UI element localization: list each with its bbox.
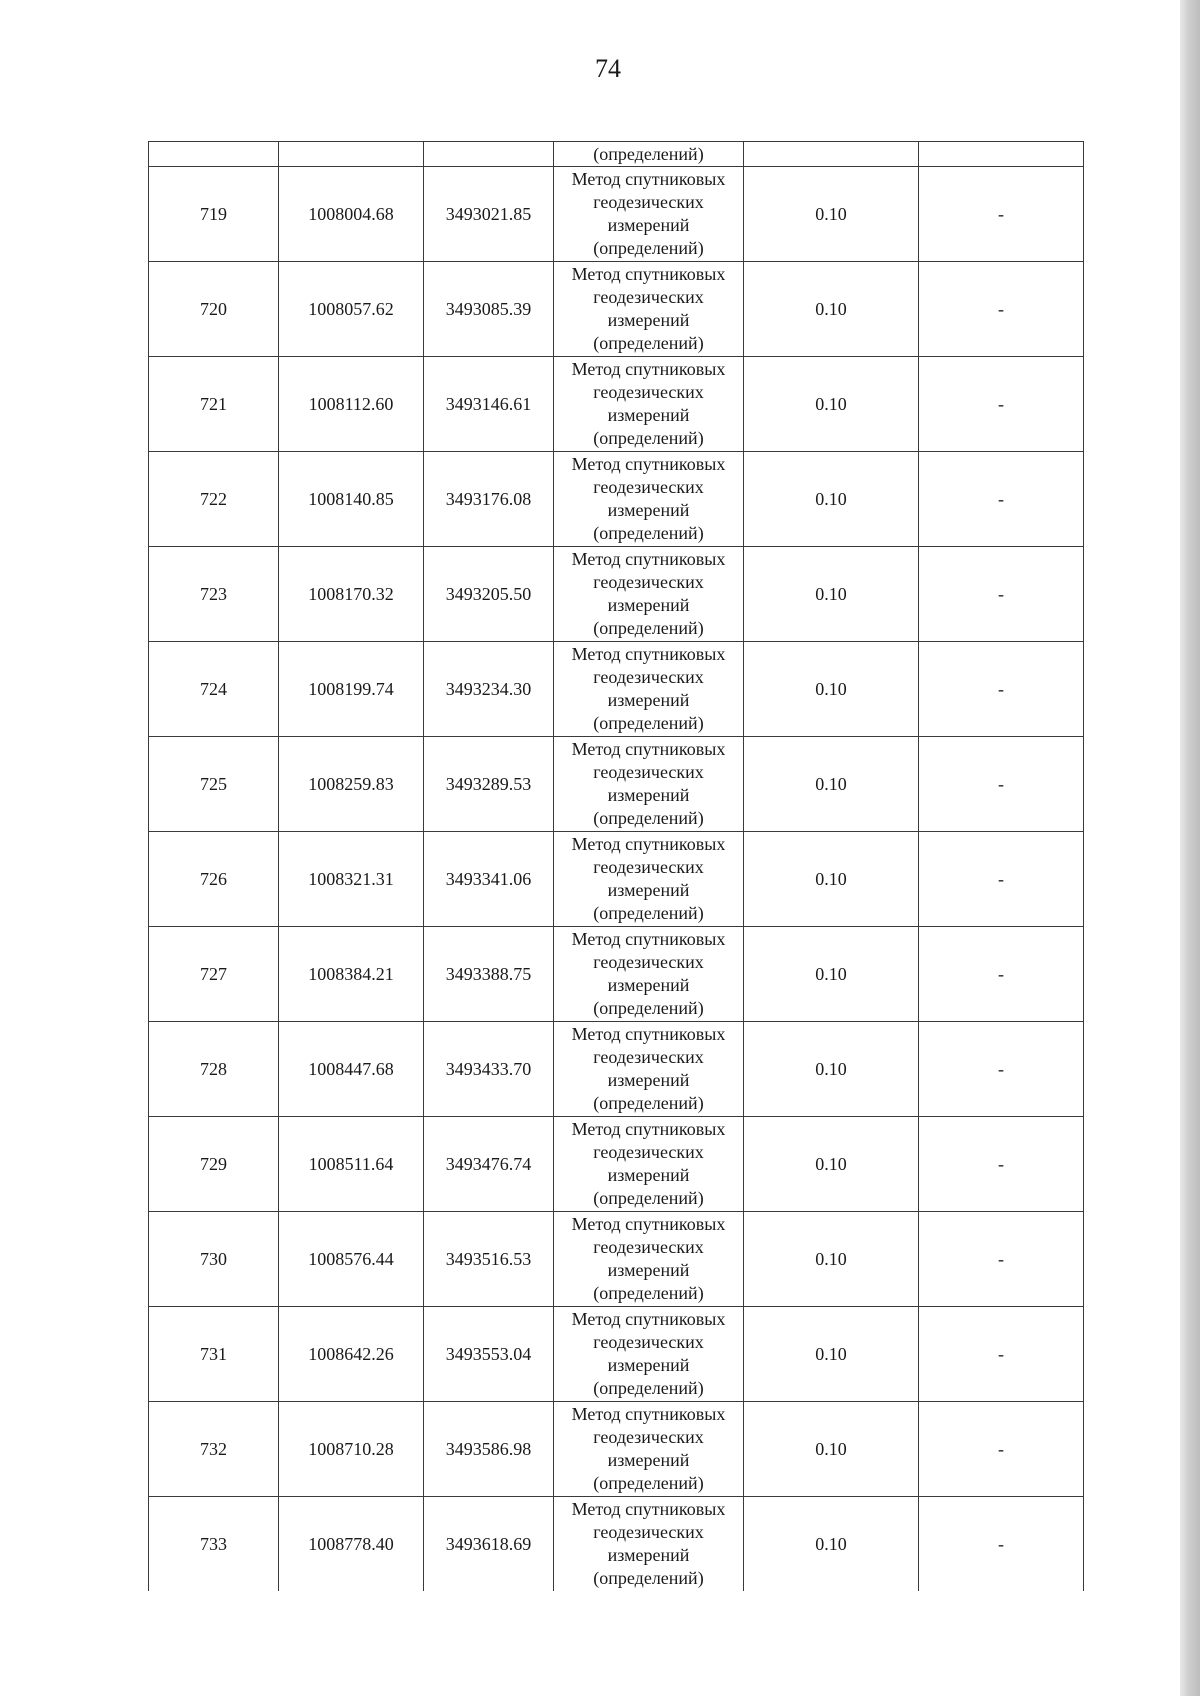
cell-x-coordinate: 1008778.40 (279, 1497, 424, 1592)
table-row (149, 832, 1084, 927)
method-line: измерений (607, 975, 690, 995)
table-row (149, 1307, 1084, 1402)
cell-x-coordinate: 1008511.64 (279, 1117, 424, 1212)
method-line: геодезических (593, 1427, 704, 1447)
cell-accuracy: 0.10 (744, 1022, 919, 1117)
cell-y-coordinate: 3493146.61 (424, 357, 554, 452)
coordinates-table (148, 141, 1084, 1591)
cell-accuracy: 0.10 (744, 642, 919, 737)
method-line: Метод спутниковых (571, 549, 726, 569)
method-line: измерений (607, 215, 690, 235)
method-line: (определений) (593, 903, 704, 923)
cell-method (554, 832, 744, 927)
method-line: (определений) (593, 1283, 704, 1303)
method-line: геодезических (593, 1332, 704, 1352)
cell-method (554, 1307, 744, 1402)
cell-point-number: 720 (149, 262, 279, 357)
cell-note: - (919, 167, 1084, 262)
table-row (149, 1402, 1084, 1497)
cell-method (554, 1022, 744, 1117)
cell-method (554, 547, 744, 642)
continuation-cell-y (424, 142, 554, 167)
method-line: геодезических (593, 1142, 704, 1162)
cell-x-coordinate: 1008576.44 (279, 1212, 424, 1307)
cell-x-coordinate: 1008710.28 (279, 1402, 424, 1497)
method-line: (определений) (593, 713, 704, 733)
cell-note: - (919, 547, 1084, 642)
cell-point-number: 728 (149, 1022, 279, 1117)
method-line: геодезических (593, 667, 704, 687)
cell-method (554, 357, 744, 452)
cell-method (554, 1402, 744, 1497)
table-row (149, 1022, 1084, 1117)
method-line: (определений) (593, 1568, 704, 1588)
continuation-cell-note (919, 142, 1084, 167)
method-line: (определений) (593, 238, 704, 258)
cell-x-coordinate: 1008199.74 (279, 642, 424, 737)
cell-note: - (919, 1117, 1084, 1212)
cell-point-number: 721 (149, 357, 279, 452)
continuation-cell-point (149, 142, 279, 167)
cell-accuracy: 0.10 (744, 1212, 919, 1307)
cell-method (554, 1212, 744, 1307)
cell-method (554, 1117, 744, 1212)
cell-note: - (919, 262, 1084, 357)
method-line: измерений (607, 1545, 690, 1565)
cell-x-coordinate: 1008140.85 (279, 452, 424, 547)
method-line: (определений) (593, 428, 704, 448)
method-line: (определений) (593, 1378, 704, 1398)
cell-method (554, 452, 744, 547)
continuation-cell-x (279, 142, 424, 167)
cell-y-coordinate: 3493085.39 (424, 262, 554, 357)
table-row (149, 642, 1084, 737)
method-line: Метод спутниковых (571, 1024, 726, 1044)
method-line: измерений (607, 1450, 690, 1470)
table-row (149, 737, 1084, 832)
method-line: геодезических (593, 1047, 704, 1067)
cell-point-number: 726 (149, 832, 279, 927)
cell-accuracy: 0.10 (744, 737, 919, 832)
method-line: Метод спутниковых (571, 644, 726, 664)
cell-accuracy: 0.10 (744, 1117, 919, 1212)
method-line: (определений) (593, 808, 704, 828)
cell-y-coordinate: 3493176.08 (424, 452, 554, 547)
table-row (149, 927, 1084, 1022)
cell-method (554, 167, 744, 262)
method-line: (определений) (593, 1188, 704, 1208)
continuation-cell-accuracy (744, 142, 919, 167)
cell-y-coordinate: 3493476.74 (424, 1117, 554, 1212)
table-row (149, 262, 1084, 357)
table-row (149, 1117, 1084, 1212)
cell-x-coordinate: 1008259.83 (279, 737, 424, 832)
method-line: измерений (607, 1070, 690, 1090)
cell-note: - (919, 452, 1084, 547)
method-line: Метод спутниковых (571, 834, 726, 854)
cell-point-number: 729 (149, 1117, 279, 1212)
cell-note: - (919, 357, 1084, 452)
cell-point-number: 732 (149, 1402, 279, 1497)
cell-x-coordinate: 1008057.62 (279, 262, 424, 357)
method-line: (определений) (593, 618, 704, 638)
continuation-cell-method: (определений) (554, 142, 744, 167)
method-line: Метод спутниковых (571, 1404, 726, 1424)
cell-accuracy: 0.10 (744, 1497, 919, 1592)
method-line: измерений (607, 1355, 690, 1375)
table-body (149, 142, 1084, 1592)
method-line: Метод спутниковых (571, 1499, 726, 1519)
method-line: Метод спутниковых (571, 1214, 726, 1234)
cell-method (554, 927, 744, 1022)
method-line: Метод спутниковых (571, 1119, 726, 1139)
cell-point-number: 725 (149, 737, 279, 832)
cell-accuracy: 0.10 (744, 262, 919, 357)
cell-accuracy: 0.10 (744, 832, 919, 927)
method-line: геодезических (593, 192, 704, 212)
continuation-row (149, 142, 1084, 167)
scan-edge-shadow (1180, 0, 1200, 1696)
cell-method (554, 1497, 744, 1592)
method-line: измерений (607, 405, 690, 425)
method-line: геодезических (593, 762, 704, 782)
cell-accuracy: 0.10 (744, 452, 919, 547)
cell-method (554, 262, 744, 357)
cell-y-coordinate: 3493586.98 (424, 1402, 554, 1497)
cell-point-number: 722 (149, 452, 279, 547)
cell-y-coordinate: 3493388.75 (424, 927, 554, 1022)
cell-y-coordinate: 3493618.69 (424, 1497, 554, 1592)
cell-point-number: 733 (149, 1497, 279, 1592)
method-line: геодезических (593, 1237, 704, 1257)
method-line: Метод спутниковых (571, 1309, 726, 1329)
method-line: (определений) (593, 1473, 704, 1493)
method-line: Метод спутниковых (571, 739, 726, 759)
cell-y-coordinate: 3493553.04 (424, 1307, 554, 1402)
table-row (149, 357, 1084, 452)
method-line: геодезических (593, 477, 704, 497)
cell-accuracy: 0.10 (744, 167, 919, 262)
cell-x-coordinate: 1008170.32 (279, 547, 424, 642)
table-row (149, 547, 1084, 642)
method-line: (определений) (593, 333, 704, 353)
cell-note: - (919, 1307, 1084, 1402)
cell-x-coordinate: 1008384.21 (279, 927, 424, 1022)
cell-y-coordinate: 3493341.06 (424, 832, 554, 927)
cell-point-number: 719 (149, 167, 279, 262)
cell-y-coordinate: 3493289.53 (424, 737, 554, 832)
cell-y-coordinate: 3493516.53 (424, 1212, 554, 1307)
method-line: измерений (607, 880, 690, 900)
cell-accuracy: 0.10 (744, 1307, 919, 1402)
cell-accuracy: 0.10 (744, 357, 919, 452)
method-line: Метод спутниковых (571, 454, 726, 474)
cell-x-coordinate: 1008112.60 (279, 357, 424, 452)
method-line: измерений (607, 785, 690, 805)
cell-point-number: 727 (149, 927, 279, 1022)
method-line: Метод спутниковых (571, 169, 726, 189)
cell-accuracy: 0.10 (744, 927, 919, 1022)
method-line: Метод спутниковых (571, 359, 726, 379)
method-line: измерений (607, 690, 690, 710)
method-line: геодезических (593, 857, 704, 877)
cell-x-coordinate: 1008447.68 (279, 1022, 424, 1117)
method-line: геодезических (593, 1522, 704, 1542)
cell-y-coordinate: 3493433.70 (424, 1022, 554, 1117)
page-number: 74 (595, 54, 621, 83)
cell-point-number: 724 (149, 642, 279, 737)
method-line: (определений) (593, 998, 704, 1018)
method-line: измерений (607, 500, 690, 520)
cell-note: - (919, 1022, 1084, 1117)
cell-note: - (919, 737, 1084, 832)
method-line: Метод спутниковых (571, 929, 726, 949)
method-line: (определений) (593, 523, 704, 543)
cell-x-coordinate: 1008642.26 (279, 1307, 424, 1402)
method-line: измерений (607, 1260, 690, 1280)
cell-point-number: 723 (149, 547, 279, 642)
table-row (149, 1212, 1084, 1307)
cell-x-coordinate: 1008004.68 (279, 167, 424, 262)
method-line: геодезических (593, 572, 704, 592)
cell-y-coordinate: 3493234.30 (424, 642, 554, 737)
method-line: измерений (607, 310, 690, 330)
cell-x-coordinate: 1008321.31 (279, 832, 424, 927)
method-line: (определений) (593, 1093, 704, 1113)
cell-y-coordinate: 3493021.85 (424, 167, 554, 262)
cell-note: - (919, 1497, 1084, 1592)
cell-method (554, 642, 744, 737)
table-row (149, 452, 1084, 547)
method-line: геодезических (593, 952, 704, 972)
cell-note: - (919, 832, 1084, 927)
cell-note: - (919, 1402, 1084, 1497)
method-line: Метод спутниковых (571, 264, 726, 284)
cell-note: - (919, 1212, 1084, 1307)
table-row (149, 167, 1084, 262)
method-line: измерений (607, 595, 690, 615)
method-line: измерений (607, 1165, 690, 1185)
method-line: геодезических (593, 382, 704, 402)
table-row (149, 1497, 1084, 1592)
method-line: геодезических (593, 287, 704, 307)
cell-method (554, 737, 744, 832)
cell-y-coordinate: 3493205.50 (424, 547, 554, 642)
cell-point-number: 731 (149, 1307, 279, 1402)
cell-accuracy: 0.10 (744, 1402, 919, 1497)
cell-accuracy: 0.10 (744, 547, 919, 642)
cell-note: - (919, 927, 1084, 1022)
cell-note: - (919, 642, 1084, 737)
cell-point-number: 730 (149, 1212, 279, 1307)
